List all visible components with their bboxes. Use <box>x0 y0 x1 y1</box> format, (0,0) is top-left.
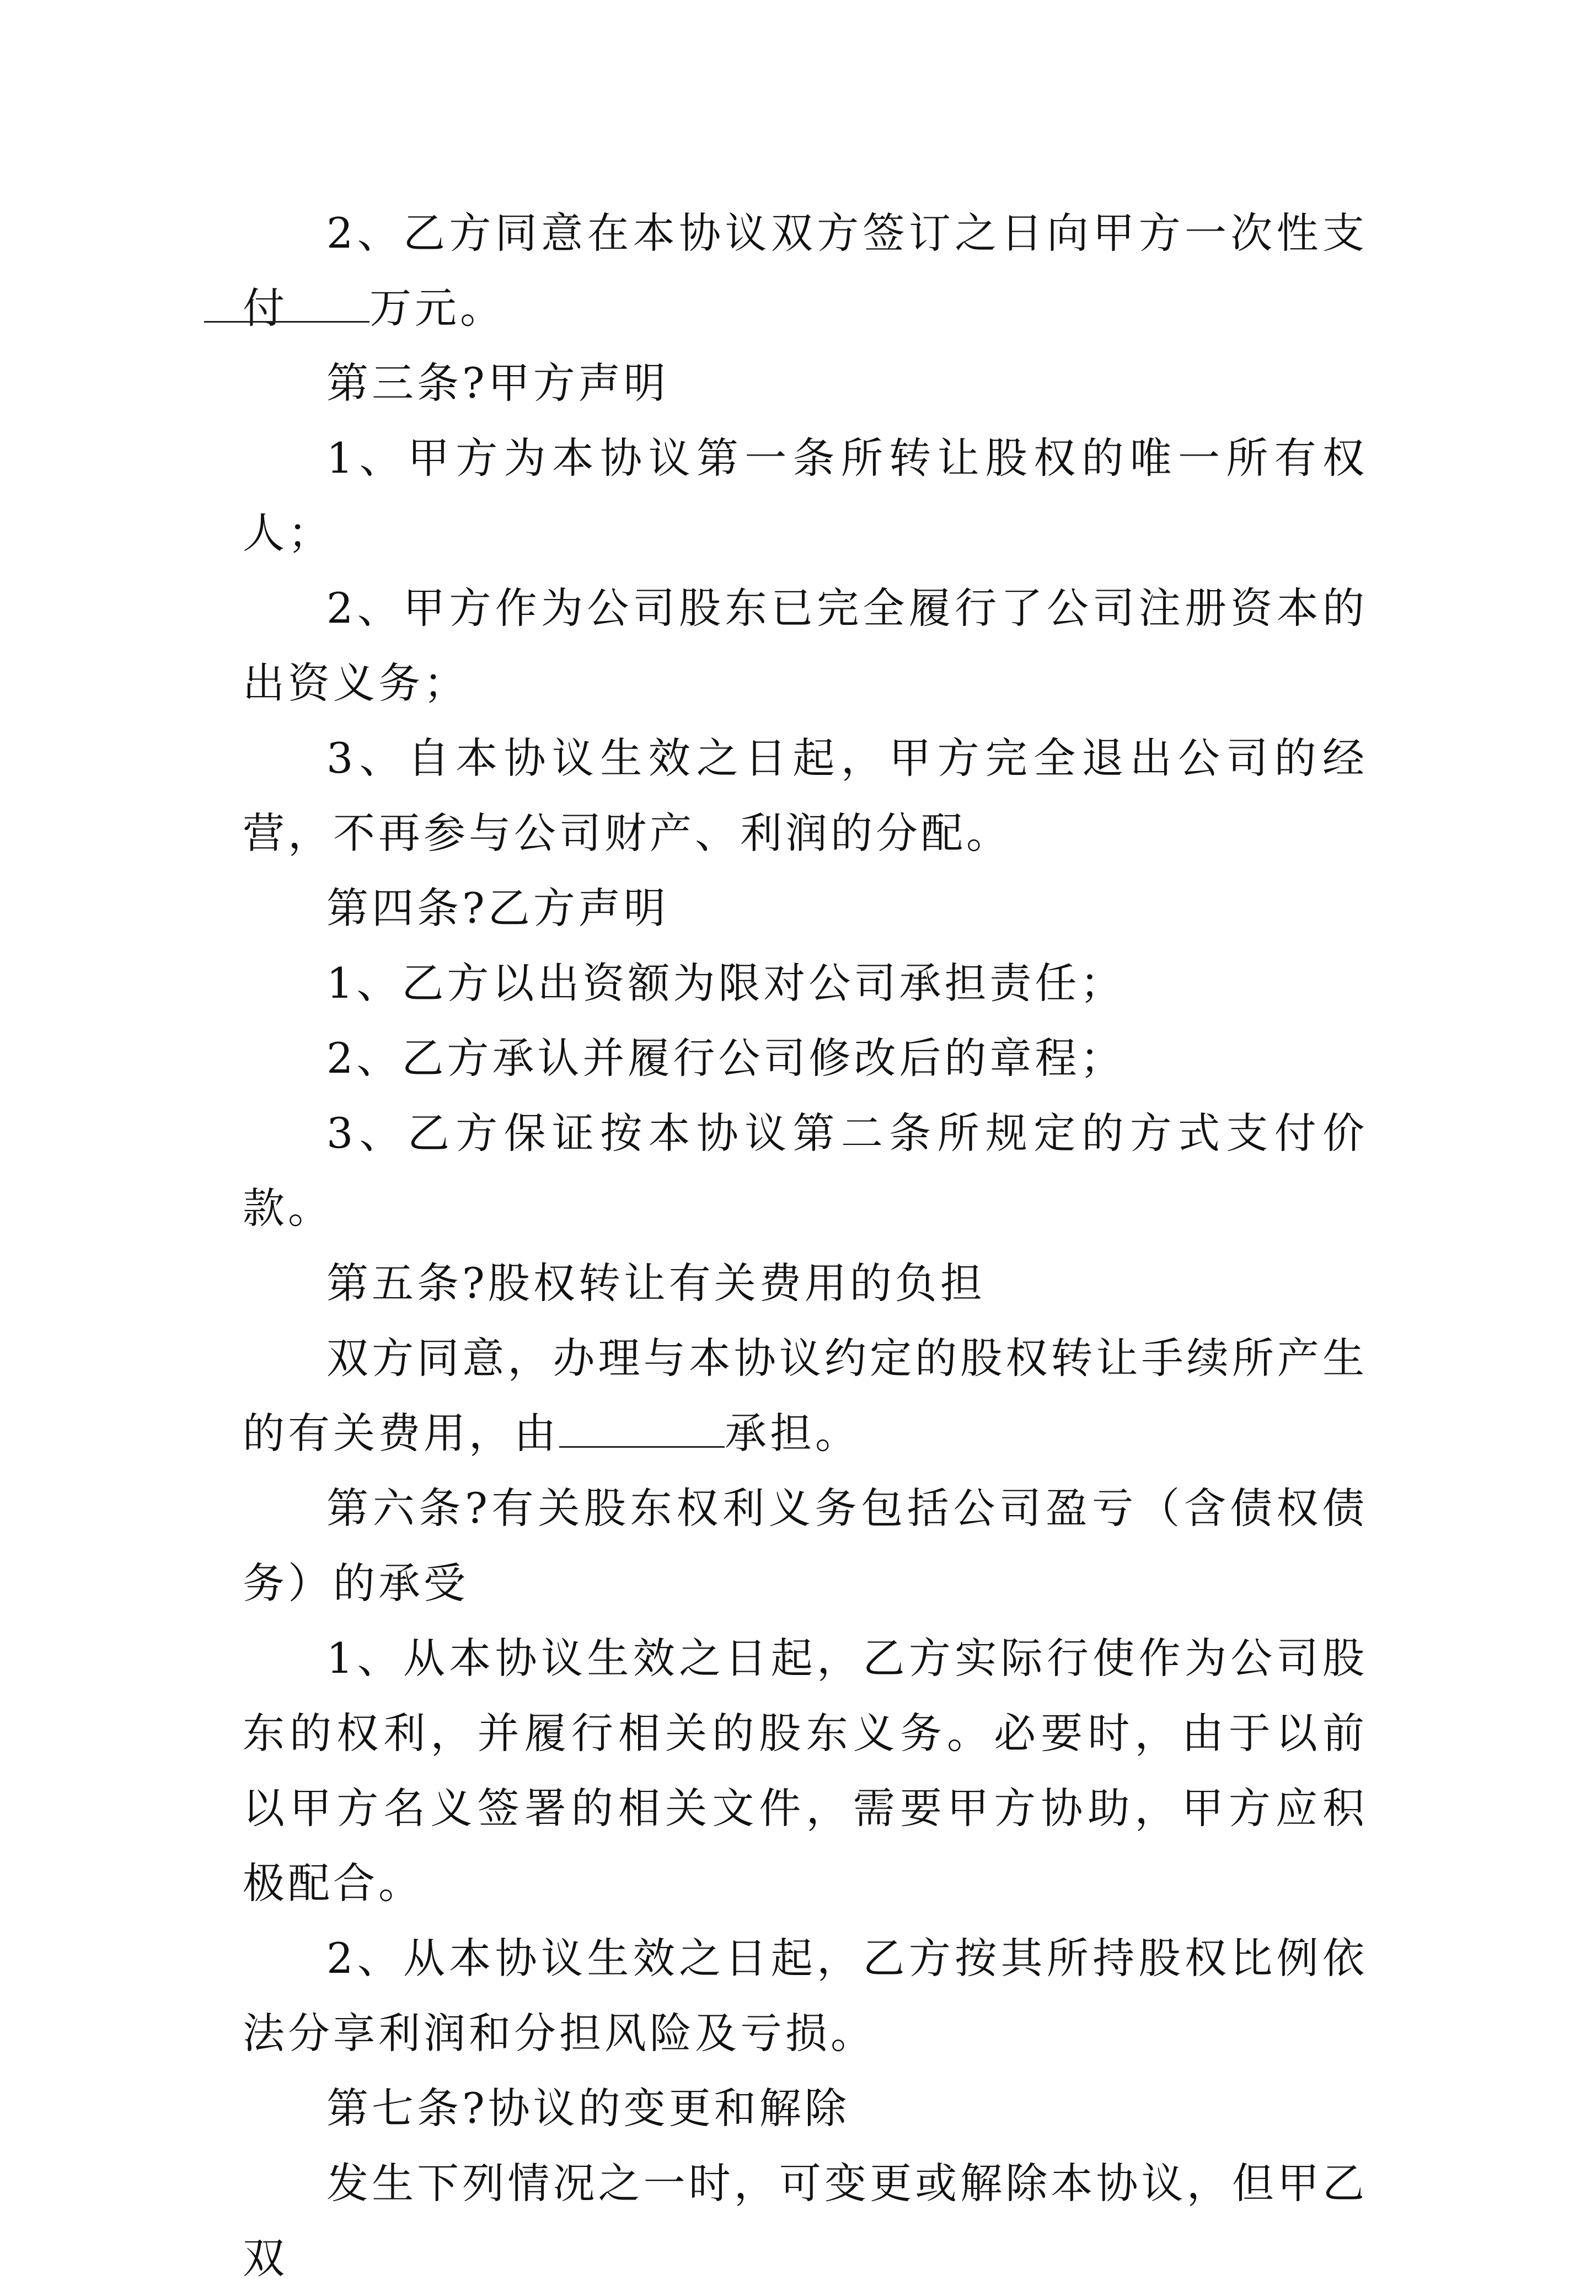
article-heading-7: 第七条?协议的变更和解除 <box>326 2084 850 2133</box>
text-run: 承担。 <box>725 1409 860 1458</box>
article-heading-4: 第四条?乙方声明 <box>326 884 669 933</box>
paragraph-rights-item-1: 1、从本协议生效之日起，乙方实际行使作为公司股东的权利，并履行相关的股东义务。必要时，由于以前以甲方名义签署的相关文件，需要甲方协助，甲方应积极配合。 <box>243 1634 1368 1908</box>
article-heading-3: 第三条?甲方声明 <box>326 358 669 408</box>
paragraph-amendment-clause: 发生下列情况之一时，可变更或解除本协议，但甲乙双 <box>243 2159 1368 2283</box>
blank-payer-field <box>559 1410 725 1448</box>
text-run: 万元。 <box>369 283 505 333</box>
document-body <box>243 196 1368 2296</box>
text-run: 双方同意，办理与本协议约定的股权转让手续所产生的有关费用，由 <box>243 1334 1368 1458</box>
paragraph-rights-item-2: 2、从本协议生效之日起，乙方按其所持股权比例依法分享利润和分担风险及亏损。 <box>243 1934 1368 2058</box>
paragraph-party-b-item-1: 1、乙方以出资额为限对公司承担责任； <box>326 959 1126 1008</box>
paragraph-party-b-item-2: 2、乙方承认并履行公司修改后的章程； <box>326 1034 1126 1083</box>
article-heading-6: 第六条?有关股东权利义务包括公司盈亏（含债权债务）的承受 <box>243 1484 1368 1608</box>
blank-amount-field <box>204 285 369 323</box>
paragraph-party-b-item-3: 3、乙方保证按本协议第二条所规定的方式支付价款。 <box>243 1109 1368 1233</box>
article-heading-5: 第五条?股权转让有关费用的负担 <box>326 1259 986 1308</box>
paragraph-party-a-item-3: 3、自本协议生效之日起，甲方完全退出公司的经营，不再参与公司财产、利润的分配。 <box>243 734 1368 858</box>
text-run: 2、乙方同意在本协议双方签订之日向甲方一次性支付 <box>243 208 1368 333</box>
paragraph-payment-clause <box>243 196 1368 346</box>
paragraph-party-a-item-2: 2、甲方作为公司股东已完全履行了公司注册资本的出资义务； <box>243 584 1368 708</box>
paragraph-fees-clause <box>243 1321 1368 1471</box>
paragraph-party-a-item-1: 1、甲方为本协议第一条所转让股权的唯一所有权人； <box>243 433 1368 558</box>
